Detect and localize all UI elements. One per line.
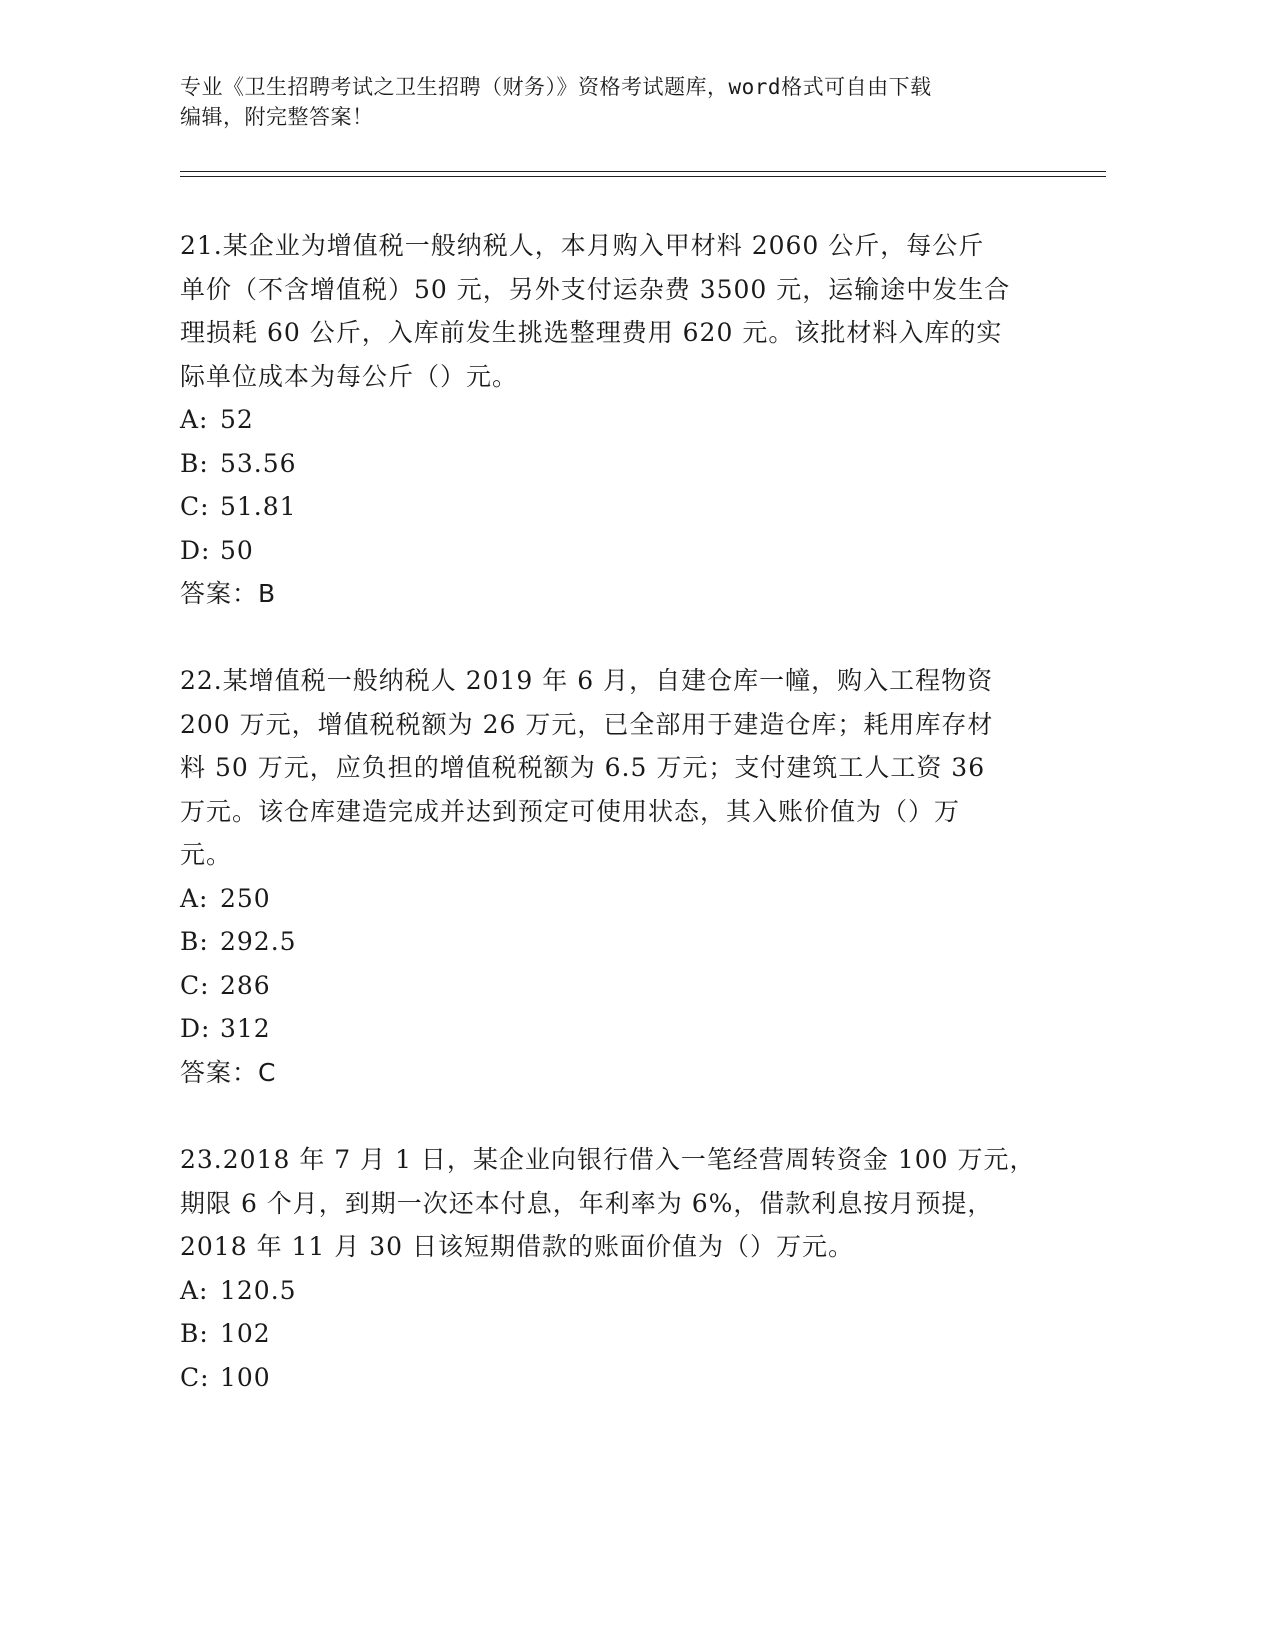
question-text-line: 21.某企业为增值税一般纳税人，本月购入甲材料 2060 公斤，每公斤 [180,231,985,260]
question-23 [180,1138,1040,1399]
option-c [180,1356,1040,1400]
option-b [180,920,1040,964]
option-a [180,1269,1040,1313]
option-value: 312 [220,1014,271,1043]
question-text-line: 200 万元，增值税税额为 26 万元，已全部用于建造仓库；耗用库存材 [180,709,994,739]
option-label: A: [180,1275,209,1305]
header-line-2: 编辑，附完整答案！ [180,105,374,129]
answer: 答案：C [180,1057,277,1087]
question-22 [180,659,1040,1094]
header-line-1: 专业《卫生招聘考试之卫生招聘（财务）》资格考试题库，word格式可自由下载 [180,75,932,99]
option-label: B: [180,1319,209,1348]
option-a [180,398,1040,442]
option-label: A: [180,405,209,434]
option-label: C: [180,492,210,521]
question-text-line: 万元。该仓库建造完成并达到预定可使用状态，其入账价值为（）万 [180,796,961,826]
question-text-line: 单价（不含增值税）50 元，另外支付运杂费 3500 元，运输途中发生合 [180,274,1011,304]
option-label: D: [180,535,211,565]
option-label: A: [180,883,209,913]
option-c [180,964,1040,1008]
question-text-line: 2018 年 11 月 30 日该短期借款的账面价值为（）万元。 [180,1232,854,1261]
header-divider-top [180,171,1106,172]
option-value: 120.5 [220,1275,297,1305]
option-label: C: [180,970,210,1000]
option-value: 53.56 [220,448,297,478]
question-text-line: 元。 [180,840,233,869]
question-text-line: 际单位成本为每公斤（）元。 [180,361,519,391]
option-b [180,442,1040,486]
option-value: 102 [220,1319,271,1348]
option-label: C: [180,1362,210,1392]
question-text-line: 22.某增值税一般纳税人 2019 年 6 月，自建仓库一幢，购入工程物资 [180,666,994,695]
question-text [180,659,1040,877]
option-d [180,1007,1040,1051]
option-c [180,485,1040,529]
option-d [180,529,1040,573]
option-b [180,1312,1040,1356]
question-text [180,1138,1040,1269]
option-value: 250 [220,883,271,913]
option-value: 292.5 [220,927,297,956]
question-text-line: 料 50 万元，应负担的增值税税额为 6.5 万元；支付建筑工人工资 36 [180,753,986,782]
option-value: 51.81 [220,492,297,521]
header-divider-bottom [180,176,1106,177]
option-value: 50 [220,535,254,565]
question-text-line: 23.2018 年 7 月 1 日，某企业向银行借入一笔经营周转资金 100 万元， [180,1145,1036,1174]
question-text [180,224,1040,398]
answer: 答案：B [180,579,277,608]
option-label: D: [180,1014,211,1043]
question-text-line: 期限 6 个月，到期一次还本付息，年利率为 6%，借款利息按月预提， [180,1188,994,1218]
document-header [180,72,1040,132]
option-a [180,877,1040,921]
option-label: B: [180,927,209,956]
option-value: 52 [220,405,254,434]
option-value: 100 [220,1362,271,1392]
option-label: B: [180,448,209,478]
question-text-line: 理损耗 60 公斤，入库前发生挑选整理费用 620 元。该批材料入库的实 [180,318,1003,347]
option-value: 286 [220,970,271,1000]
question-21 [180,224,1040,616]
